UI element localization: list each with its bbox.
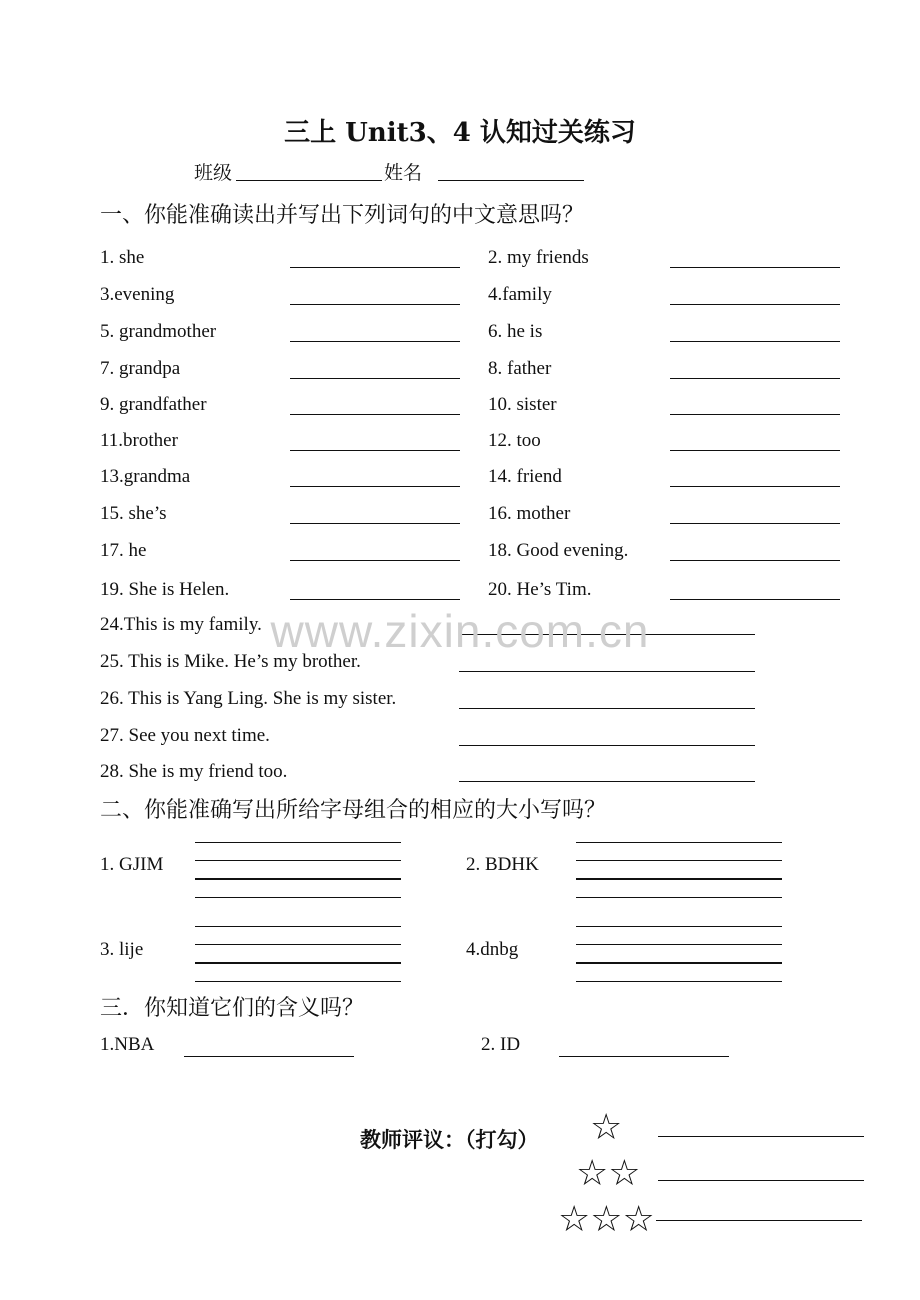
answer-line[interactable] (290, 599, 460, 600)
vocab-item: 2. my friends (488, 247, 589, 268)
class-label: 班级 (194, 162, 233, 184)
answer-line[interactable] (290, 414, 460, 415)
class-field[interactable] (236, 180, 382, 181)
vocab-item: 14. friend (488, 466, 562, 487)
vocab-item: 11.brother (100, 430, 178, 451)
section3-item-2: 2. ID (481, 1034, 521, 1055)
answer-line[interactable] (290, 560, 460, 561)
sentence-item: 28. She is my friend too. (100, 761, 288, 782)
answer-line[interactable] (459, 671, 755, 672)
writing-line[interactable] (576, 981, 782, 982)
writing-line[interactable] (576, 962, 782, 964)
answer-line[interactable] (670, 304, 840, 305)
answer-line[interactable] (290, 486, 460, 487)
vocab-item: 19. She is Helen. (100, 579, 230, 600)
vocab-item: 17. he (100, 540, 147, 561)
writing-line[interactable] (195, 926, 401, 927)
vocab-item: 15. she’s (100, 503, 167, 524)
letter-item: 2. BDHK (466, 854, 539, 875)
vocab-item: 13.grandma (100, 466, 191, 487)
writing-line[interactable] (576, 842, 782, 843)
vocab-item: 8. father (488, 358, 552, 379)
writing-line[interactable] (195, 944, 401, 945)
page-title: 三上 Unit3、4 认知过关练习 (284, 118, 636, 148)
vocab-item: 3.evening (100, 284, 175, 305)
answer-line[interactable] (670, 378, 840, 379)
vocab-item: 7. grandpa (100, 358, 181, 379)
writing-line[interactable] (195, 860, 401, 861)
answer-line[interactable] (459, 781, 755, 782)
one-star-icon[interactable]: ☆ (590, 1107, 623, 1148)
writing-line[interactable] (195, 842, 401, 843)
answer-line[interactable] (670, 414, 840, 415)
answer-line[interactable] (670, 341, 840, 342)
writing-line[interactable] (576, 878, 782, 880)
answer-line[interactable] (670, 560, 840, 561)
answer-line[interactable] (290, 450, 460, 451)
vocab-item: 10. sister (488, 394, 557, 415)
writing-line[interactable] (576, 860, 782, 861)
rating-line[interactable] (656, 1220, 862, 1221)
answer-line[interactable] (290, 304, 460, 305)
answer-line[interactable] (459, 745, 755, 746)
answer-line[interactable] (670, 523, 840, 524)
vocab-item: 18. Good evening. (488, 540, 629, 561)
vocab-item: 9. grandfather (100, 394, 207, 415)
vocab-item: 12. too (488, 430, 541, 451)
three-stars-icon[interactable]: ☆☆☆ (558, 1199, 655, 1240)
sentence-item: 27. See you next time. (100, 725, 270, 746)
vocab-item: 1. she (100, 247, 145, 268)
section1-heading: 一、你能准确读出并写出下列词句的中文意思吗？ (100, 203, 585, 228)
section3-heading: 三．你知道它们的含义吗？ (100, 996, 365, 1021)
vocab-item: 20. He’s Tim. (488, 579, 592, 600)
answer-line[interactable] (559, 1056, 729, 1057)
letter-item: 4.dnbg (466, 939, 519, 960)
writing-line[interactable] (576, 944, 782, 945)
letter-item: 3. lije (100, 939, 144, 960)
sentence-item: 26. This is Yang Ling. She is my sister. (100, 688, 397, 709)
vocab-item: 5. grandmother (100, 321, 217, 342)
name-field[interactable] (438, 180, 584, 181)
sentence-item: 24.This is my family. (100, 614, 262, 635)
teacher-label: 教师评议：（打勾） (360, 1127, 539, 1152)
answer-line[interactable] (290, 523, 460, 524)
answer-line[interactable] (290, 341, 460, 342)
rating-line[interactable] (658, 1136, 864, 1137)
writing-line[interactable] (195, 897, 401, 898)
name-label: 姓名 (384, 162, 423, 184)
answer-line[interactable] (670, 486, 840, 487)
letter-item: 1. GJIM (100, 854, 164, 875)
answer-line[interactable] (670, 267, 840, 268)
section2-heading: 二、你能准确写出所给字母组合的相应的大小写吗？ (100, 798, 607, 823)
writing-line[interactable] (195, 962, 401, 964)
watermark: www.zixin.com.cn (270, 605, 650, 657)
rating-line[interactable] (658, 1180, 864, 1181)
answer-line[interactable] (184, 1056, 354, 1057)
answer-line[interactable] (670, 450, 840, 451)
vocab-item: 16. mother (488, 503, 571, 524)
vocab-item: 4.family (488, 284, 552, 305)
answer-line[interactable] (459, 708, 755, 709)
writing-line[interactable] (576, 897, 782, 898)
writing-line[interactable] (576, 926, 782, 927)
answer-line[interactable] (290, 378, 460, 379)
writing-line[interactable] (195, 878, 401, 880)
sentence-item: 25. This is Mike. He’s my brother. (100, 651, 361, 672)
two-stars-icon[interactable]: ☆☆ (576, 1153, 641, 1194)
answer-line[interactable] (290, 267, 460, 268)
section3-item-1: 1.NBA (100, 1034, 155, 1055)
answer-line[interactable] (670, 599, 840, 600)
vocab-item: 6. he is (488, 321, 543, 342)
writing-line[interactable] (195, 981, 401, 982)
